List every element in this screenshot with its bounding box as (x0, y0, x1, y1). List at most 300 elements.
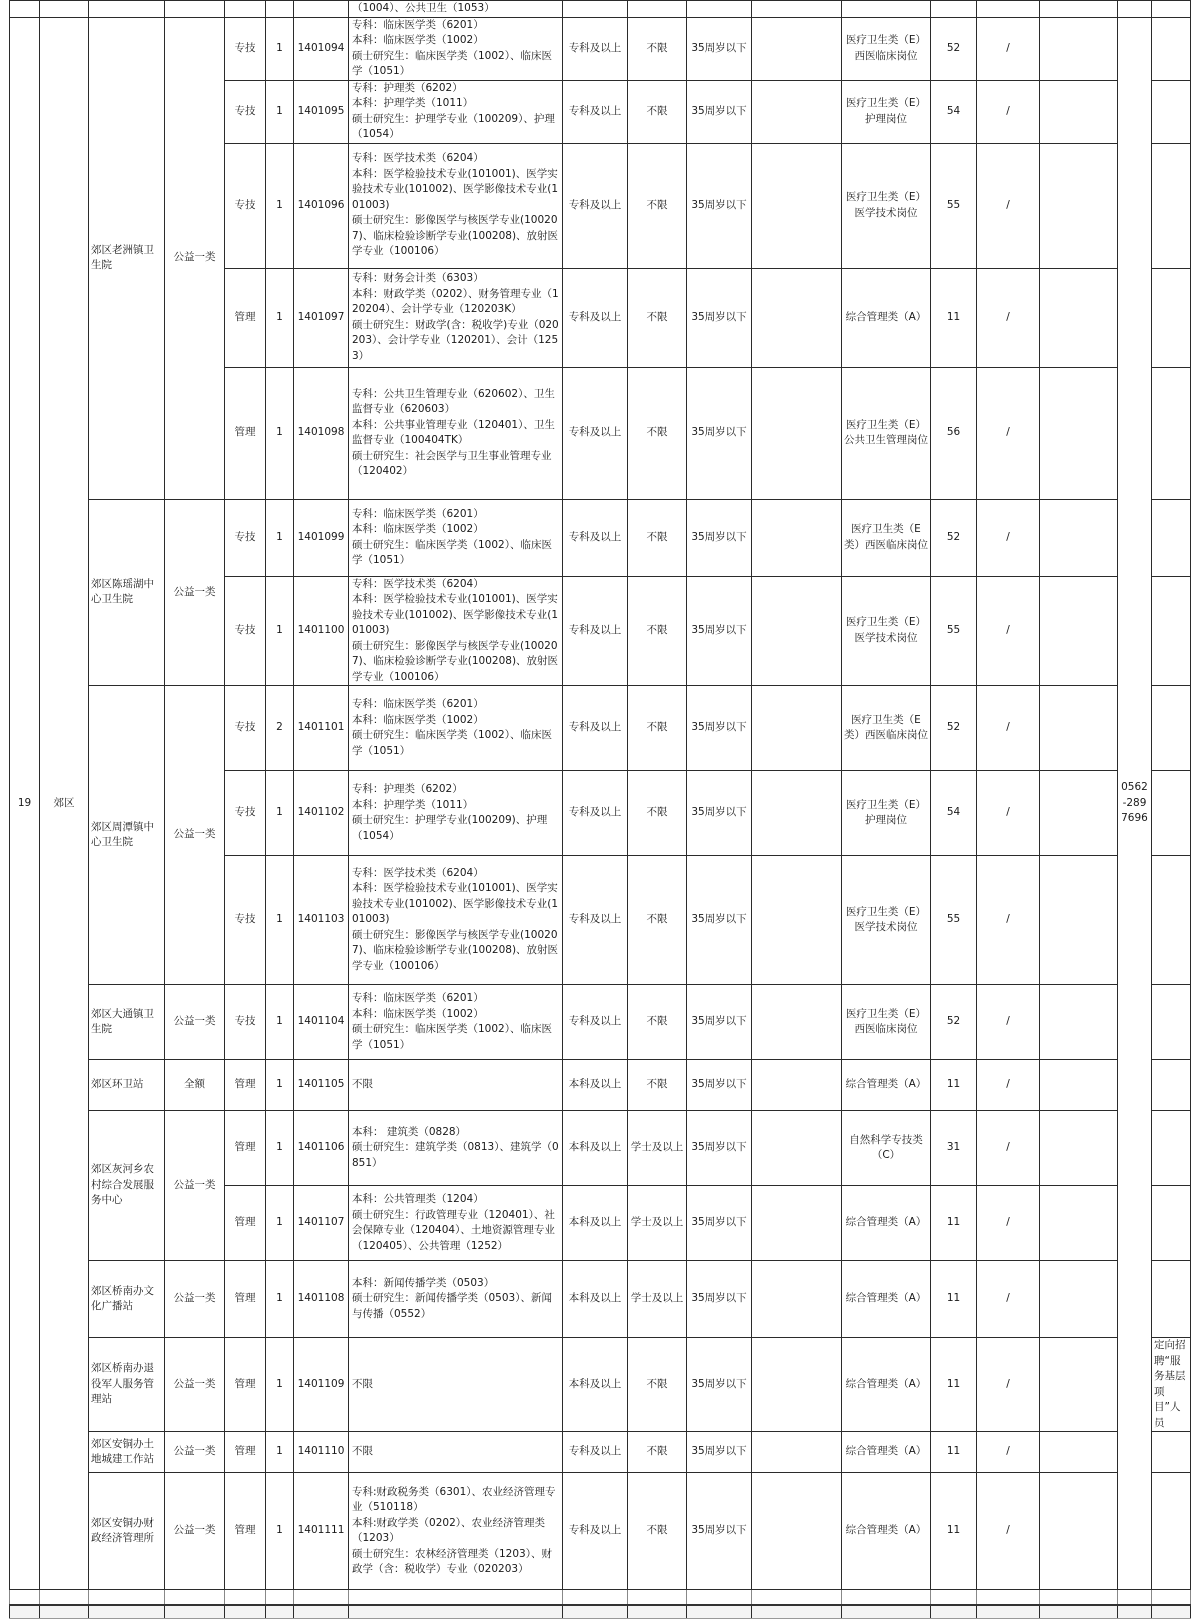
age-limit: 35周岁以下 (687, 1186, 752, 1261)
table-row (10, 1338, 1191, 1432)
tail-cell (225, 1605, 266, 1619)
exam-category: 综合管理类（A） (842, 1261, 931, 1338)
top-cell (977, 1, 1040, 18)
tail-cell (931, 1605, 977, 1619)
empty-cell (752, 499, 842, 576)
empty-cell (752, 686, 842, 771)
spacer-cell (225, 1590, 266, 1606)
job-code: 1401094 (294, 17, 349, 80)
education: 专科及以上 (563, 1432, 628, 1473)
exam-category: 综合管理类（A） (842, 268, 931, 367)
tail-cell (1040, 1605, 1118, 1619)
degree: 不限 (628, 80, 687, 143)
job-count: 1 (266, 367, 294, 499)
spacer-cell (266, 1590, 294, 1606)
empty-cell (1040, 576, 1118, 686)
job-code: 1401099 (294, 499, 349, 576)
remark-cell (1152, 576, 1191, 686)
empty-cell (752, 1111, 842, 1186)
top-cell (752, 1, 842, 18)
spacer-cell (1152, 1590, 1191, 1606)
empty-cell (752, 1261, 842, 1338)
empty-cell (752, 17, 842, 80)
exam-category: 医疗卫生类（E类）西医临床岗位 (842, 499, 931, 576)
degree: 学士及以上 (628, 1186, 687, 1261)
empty-cell (1040, 686, 1118, 771)
empty-cell (1040, 80, 1118, 143)
unit-type: 公益一类 (165, 1261, 225, 1338)
job-count: 1 (266, 1111, 294, 1186)
empty-cell (752, 771, 842, 856)
age-limit: 35周岁以下 (687, 856, 752, 985)
other-note: / (977, 1432, 1040, 1473)
remark-cell (1152, 143, 1191, 268)
exam-code: 11 (931, 1060, 977, 1111)
job-count: 1 (266, 268, 294, 367)
job-count: 1 (266, 856, 294, 985)
major-requirement: 专科：临床医学类（6201） 本科：临床医学类（1002） 硕士研究生：临床医学类（1002）、临床医学（1051） (349, 17, 563, 80)
other-note: / (977, 367, 1040, 499)
table-row (10, 985, 1191, 1060)
spacer-cell (10, 1590, 40, 1606)
job-count: 1 (266, 1338, 294, 1432)
empty-cell (752, 1186, 842, 1261)
degree: 不限 (628, 985, 687, 1060)
unit-type: 公益一类 (165, 1473, 225, 1590)
tail-cell (1152, 1605, 1191, 1619)
degree: 不限 (628, 268, 687, 367)
exam-code: 11 (931, 1186, 977, 1261)
table-row (10, 1473, 1191, 1590)
age-limit: 35周岁以下 (687, 1338, 752, 1432)
top-cell (1118, 1, 1152, 18)
remark-cell (1152, 1473, 1191, 1590)
cat-cell-top (225, 1, 266, 18)
major-requirement: 专科：财务会计类（6303） 本科：财政学类（0202）、财务管理专业（120204）、会计学专业（120203K） 硕士研究生：财政学(含：税收学)专业（020203）、会计学专业（120201）、会计（1253） (349, 268, 563, 367)
spacer-cell (563, 1590, 628, 1606)
major-requirement: 专科:财政税务类（6301）、农业经济管理专业（510118） 本科:财政学类（0202）、农业经济管理类（1203） 硕士研究生：农林经济管理类（1203）、财政学（含：税收学）专业（020203） (349, 1473, 563, 1590)
remark-cell (1152, 686, 1191, 771)
other-note: / (977, 499, 1040, 576)
tail-cell (40, 1605, 89, 1619)
spacer-cell (349, 1590, 563, 1606)
unit-name: 郊区老洲镇卫生院 (89, 17, 165, 499)
empty-cell (752, 80, 842, 143)
other-note: / (977, 268, 1040, 367)
spacer-cell (40, 1590, 89, 1606)
table-row (10, 1432, 1191, 1473)
spacer-cell (687, 1590, 752, 1606)
exam-code: 11 (931, 1473, 977, 1590)
exam-category: 综合管理类（A） (842, 1186, 931, 1261)
job-code: 1401102 (294, 771, 349, 856)
code-cell-top (294, 1, 349, 18)
degree: 不限 (628, 1473, 687, 1590)
job-code: 1401107 (294, 1186, 349, 1261)
exam-code: 11 (931, 1338, 977, 1432)
exam-code: 11 (931, 1261, 977, 1338)
education: 本科及以上 (563, 1338, 628, 1432)
major-requirement: 专科：公共卫生管理专业（620602）、卫生监督专业（620603） 本科：公共事业管理专业（120401）、卫生监督专业（100404TK） 硕士研究生：社会医学与卫生事业管理专业（120402） (349, 367, 563, 499)
remark-cell (1152, 856, 1191, 985)
empty-cell (1040, 367, 1118, 499)
job-code: 1401105 (294, 1060, 349, 1111)
education: 专科及以上 (563, 367, 628, 499)
exam-code: 55 (931, 856, 977, 985)
exam-category: 医疗卫生类（E类）西医临床岗位 (842, 686, 931, 771)
region-cell-top (40, 1, 89, 18)
remark-cell (1152, 80, 1191, 143)
education: 本科及以上 (563, 1060, 628, 1111)
other-note: / (977, 1186, 1040, 1261)
job-code: 1401101 (294, 686, 349, 771)
exam-code: 55 (931, 143, 977, 268)
unit-name: 郊区周潭镇中心卫生院 (89, 686, 165, 985)
degree: 不限 (628, 367, 687, 499)
degree: 不限 (628, 499, 687, 576)
job-category: 管理 (225, 367, 266, 499)
job-category: 专技 (225, 771, 266, 856)
table-row-spacer (10, 1590, 1191, 1606)
job-category: 专技 (225, 80, 266, 143)
education: 专科及以上 (563, 856, 628, 985)
job-count: 1 (266, 1060, 294, 1111)
major-requirement: 专科：医学技术类（6204） 本科：医学检验技术专业(101001)、医学实验技术专业(101002)、医学影像技术专业(101003) 硕士研究生：影像医学与核医学专业(100207)、临床检验诊断学专业(100208)、放射医学专业（100106） (349, 576, 563, 686)
unit-name: 郊区桥南办文化广播站 (89, 1261, 165, 1338)
spacer-cell (628, 1590, 687, 1606)
major-requirement: 专科：临床医学类（6201） 本科：临床医学类（1002） 硕士研究生：临床医学类（1002）、临床医学（1051） (349, 499, 563, 576)
job-count: 1 (266, 80, 294, 143)
job-count: 1 (266, 985, 294, 1060)
unit-type: 公益一类 (165, 1432, 225, 1473)
exam-code: 31 (931, 1111, 977, 1186)
major-requirement: 本科： 建筑类（0828） 硕士研究生：建筑学类（0813）、建筑学（0851） (349, 1111, 563, 1186)
empty-cell (1040, 856, 1118, 985)
tail-cell (977, 1605, 1040, 1619)
unit-name: 郊区环卫站 (89, 1060, 165, 1111)
spacer-cell (165, 1590, 225, 1606)
exam-category: 综合管理类（A） (842, 1473, 931, 1590)
table-row (10, 17, 1191, 80)
age-limit: 35周岁以下 (687, 367, 752, 499)
job-code: 1401108 (294, 1261, 349, 1338)
unit-type: 公益一类 (165, 686, 225, 985)
remark-cell (1152, 367, 1191, 499)
tail-cell (628, 1605, 687, 1619)
empty-cell (1040, 143, 1118, 268)
degree: 不限 (628, 17, 687, 80)
row-no-cell-top (10, 1, 40, 18)
other-note: / (977, 1473, 1040, 1590)
contact-phone: 0562-2897696 (1118, 17, 1152, 1590)
remark-cell (1152, 268, 1191, 367)
job-code: 1401100 (294, 576, 349, 686)
exam-category: 医疗卫生类（E）西医临床岗位 (842, 17, 931, 80)
education: 专科及以上 (563, 686, 628, 771)
empty-cell (752, 1060, 842, 1111)
exam-code: 52 (931, 985, 977, 1060)
exam-category: 综合管理类（A） (842, 1060, 931, 1111)
spacer-cell (842, 1590, 931, 1606)
spacer-cell (931, 1590, 977, 1606)
exam-code: 52 (931, 17, 977, 80)
remark-cell (1152, 771, 1191, 856)
table-row-tail (10, 1605, 1191, 1619)
exam-category: 医疗卫生类（E）护理岗位 (842, 80, 931, 143)
empty-cell (752, 576, 842, 686)
empty-cell (752, 268, 842, 367)
remark-cell: 定向招聘“服务基层项目”人员 (1152, 1338, 1191, 1432)
unit-name: 郊区桥南办退役军人服务管理站 (89, 1338, 165, 1432)
age-limit: 35周岁以下 (687, 1111, 752, 1186)
education: 专科及以上 (563, 771, 628, 856)
top-cell (1152, 1, 1191, 18)
table-row (10, 1111, 1191, 1186)
major-fragment: （1004）、公共卫生（1053） (349, 1, 563, 18)
remark-cell (1152, 1060, 1191, 1111)
major-requirement: 本科：新闻传播学类（0503） 硕士研究生：新闻传播学类（0503）、新闻与传播（0552） (349, 1261, 563, 1338)
job-category: 专技 (225, 143, 266, 268)
degree: 不限 (628, 1432, 687, 1473)
tail-cell (842, 1605, 931, 1619)
age-limit: 35周岁以下 (687, 576, 752, 686)
tail-cell (752, 1605, 842, 1619)
other-note: / (977, 143, 1040, 268)
empty-cell (752, 1338, 842, 1432)
unit-type: 公益一类 (165, 17, 225, 499)
unit-type: 公益一类 (165, 985, 225, 1060)
job-count: 1 (266, 1432, 294, 1473)
job-category: 管理 (225, 1432, 266, 1473)
tail-cell (1118, 1605, 1152, 1619)
job-category: 管理 (225, 1473, 266, 1590)
empty-cell (752, 1473, 842, 1590)
job-category: 专技 (225, 499, 266, 576)
degree: 不限 (628, 856, 687, 985)
degree: 不限 (628, 143, 687, 268)
tail-cell (294, 1605, 349, 1619)
exam-code: 52 (931, 686, 977, 771)
other-note: / (977, 17, 1040, 80)
unit-type: 全额 (165, 1060, 225, 1111)
age-limit: 35周岁以下 (687, 985, 752, 1060)
age-limit: 35周岁以下 (687, 1261, 752, 1338)
unit-name: 郊区安铜办土地城建工作站 (89, 1432, 165, 1473)
exam-code: 52 (931, 499, 977, 576)
degree: 不限 (628, 1338, 687, 1432)
job-code: 1401098 (294, 367, 349, 499)
age-limit: 35周岁以下 (687, 143, 752, 268)
other-note: / (977, 771, 1040, 856)
job-count: 1 (266, 499, 294, 576)
unit-type: 公益一类 (165, 499, 225, 686)
exam-category: 医疗卫生类（E）医学技术岗位 (842, 856, 931, 985)
education: 本科及以上 (563, 1111, 628, 1186)
other-note: / (977, 576, 1040, 686)
degree: 学士及以上 (628, 1261, 687, 1338)
unit-name: 郊区灰河乡农村综合发展服务中心 (89, 1111, 165, 1261)
spacer-cell (1040, 1590, 1118, 1606)
tail-cell (687, 1605, 752, 1619)
empty-cell (1040, 1432, 1118, 1473)
job-category: 管理 (225, 268, 266, 367)
job-count: 1 (266, 1473, 294, 1590)
remark-cell (1152, 1432, 1191, 1473)
top-cell (687, 1, 752, 18)
exam-code: 11 (931, 1432, 977, 1473)
exam-category: 医疗卫生类（E）医学技术岗位 (842, 143, 931, 268)
degree: 不限 (628, 576, 687, 686)
empty-cell (752, 143, 842, 268)
num-cell-top (266, 1, 294, 18)
exam-code: 54 (931, 80, 977, 143)
job-code: 1401110 (294, 1432, 349, 1473)
unit-type: 公益一类 (165, 1338, 225, 1432)
table-row (10, 1261, 1191, 1338)
empty-cell (1040, 499, 1118, 576)
education: 本科及以上 (563, 1186, 628, 1261)
spacer-cell (294, 1590, 349, 1606)
empty-cell (1040, 1111, 1118, 1186)
empty-cell (1040, 985, 1118, 1060)
major-requirement: 专科：护理类（6202） 本科：护理学类（1011） 硕士研究生：护理学专业（100209）、护理（1054） (349, 80, 563, 143)
education: 专科及以上 (563, 17, 628, 80)
unit-name: 郊区大通镇卫生院 (89, 985, 165, 1060)
empty-cell (1040, 771, 1118, 856)
empty-cell (752, 1432, 842, 1473)
education: 专科及以上 (563, 268, 628, 367)
exam-category: 自然科学专技类（C） (842, 1111, 931, 1186)
table-row (10, 1060, 1191, 1111)
job-count: 2 (266, 686, 294, 771)
remark-cell (1152, 985, 1191, 1060)
age-limit: 35周岁以下 (687, 1060, 752, 1111)
age-limit: 35周岁以下 (687, 771, 752, 856)
empty-cell (1040, 1338, 1118, 1432)
job-code: 1401106 (294, 1111, 349, 1186)
unit-name: 郊区安铜办财政经济管理所 (89, 1473, 165, 1590)
exam-category: 医疗卫生类（E）护理岗位 (842, 771, 931, 856)
major-requirement: 不限 (349, 1338, 563, 1432)
table-row (10, 686, 1191, 771)
recruitment-table (9, 0, 1191, 1619)
age-limit: 35周岁以下 (687, 1473, 752, 1590)
top-cell (931, 1, 977, 18)
major-requirement: 不限 (349, 1432, 563, 1473)
tail-cell (266, 1605, 294, 1619)
exam-category: 综合管理类（A） (842, 1432, 931, 1473)
empty-cell (1040, 1261, 1118, 1338)
job-category: 管理 (225, 1261, 266, 1338)
other-note: / (977, 1338, 1040, 1432)
education: 专科及以上 (563, 985, 628, 1060)
job-code: 1401109 (294, 1338, 349, 1432)
age-limit: 35周岁以下 (687, 268, 752, 367)
job-code: 1401111 (294, 1473, 349, 1590)
job-code: 1401104 (294, 985, 349, 1060)
job-count: 1 (266, 576, 294, 686)
type-cell-top (165, 1, 225, 18)
empty-cell (1040, 17, 1118, 80)
job-category: 专技 (225, 985, 266, 1060)
tail-cell (349, 1605, 563, 1619)
exam-category: 综合管理类（A） (842, 1338, 931, 1432)
job-category: 专技 (225, 576, 266, 686)
other-note: / (977, 1261, 1040, 1338)
row-number: 19 (10, 17, 40, 1590)
major-requirement: 专科：临床医学类（6201） 本科：临床医学类（1002） 硕士研究生：临床医学类（1002）、临床医学（1051） (349, 686, 563, 771)
job-category: 专技 (225, 686, 266, 771)
exam-category: 医疗卫生类（E）西医临床岗位 (842, 985, 931, 1060)
job-category: 管理 (225, 1186, 266, 1261)
table-row-fragment (10, 1, 1191, 18)
tail-cell (563, 1605, 628, 1619)
exam-code: 11 (931, 268, 977, 367)
education: 专科及以上 (563, 499, 628, 576)
spacer-cell (752, 1590, 842, 1606)
top-cell (842, 1, 931, 18)
tail-cell (10, 1605, 40, 1619)
exam-code: 56 (931, 367, 977, 499)
education: 本科及以上 (563, 1261, 628, 1338)
job-code: 1401095 (294, 80, 349, 143)
spacer-cell (1118, 1590, 1152, 1606)
remark-cell (1152, 1261, 1191, 1338)
age-limit: 35周岁以下 (687, 17, 752, 80)
spacer-cell (977, 1590, 1040, 1606)
unit-cell-top (89, 1, 165, 18)
major-requirement: 专科：医学技术类（6204） 本科：医学检验技术专业(101001)、医学实验技术专业(101002)、医学影像技术专业(101003) 硕士研究生：影像医学与核医学专业(100207)、临床检验诊断学专业(100208)、放射医学专业（100106） (349, 856, 563, 985)
top-cell (1040, 1, 1118, 18)
empty-cell (752, 856, 842, 985)
remark-cell (1152, 17, 1191, 80)
remark-cell (1152, 499, 1191, 576)
job-category: 专技 (225, 17, 266, 80)
degree: 不限 (628, 771, 687, 856)
empty-cell (1040, 1473, 1118, 1590)
degree: 学士及以上 (628, 1111, 687, 1186)
top-cell (563, 1, 628, 18)
exam-code: 54 (931, 771, 977, 856)
education: 专科及以上 (563, 80, 628, 143)
job-category: 专技 (225, 856, 266, 985)
other-note: / (977, 686, 1040, 771)
spacer-cell (89, 1590, 165, 1606)
empty-cell (1040, 1186, 1118, 1261)
region-name: 郊区 (40, 17, 89, 1590)
exam-category: 医疗卫生类（E）公共卫生管理岗位 (842, 367, 931, 499)
education: 专科及以上 (563, 1473, 628, 1590)
exam-code: 55 (931, 576, 977, 686)
age-limit: 35周岁以下 (687, 1432, 752, 1473)
major-requirement: 专科：临床医学类（6201） 本科：临床医学类（1002） 硕士研究生：临床医学类（1002）、临床医学（1051） (349, 985, 563, 1060)
job-count: 1 (266, 1186, 294, 1261)
age-limit: 35周岁以下 (687, 686, 752, 771)
empty-cell (752, 367, 842, 499)
table-row (10, 499, 1191, 576)
major-requirement: 本科：公共管理类（1204） 硕士研究生：行政管理专业（120401）、社会保障专业（120404）、土地资源管理专业（120405）、公共管理（1252） (349, 1186, 563, 1261)
job-code: 1401103 (294, 856, 349, 985)
other-note: / (977, 1060, 1040, 1111)
empty-cell (752, 985, 842, 1060)
remark-cell (1152, 1111, 1191, 1186)
major-requirement: 不限 (349, 1060, 563, 1111)
other-note: / (977, 856, 1040, 985)
other-note: / (977, 80, 1040, 143)
job-count: 1 (266, 771, 294, 856)
recruitment-table-sheet (9, 0, 1190, 1575)
unit-type: 公益一类 (165, 1111, 225, 1261)
